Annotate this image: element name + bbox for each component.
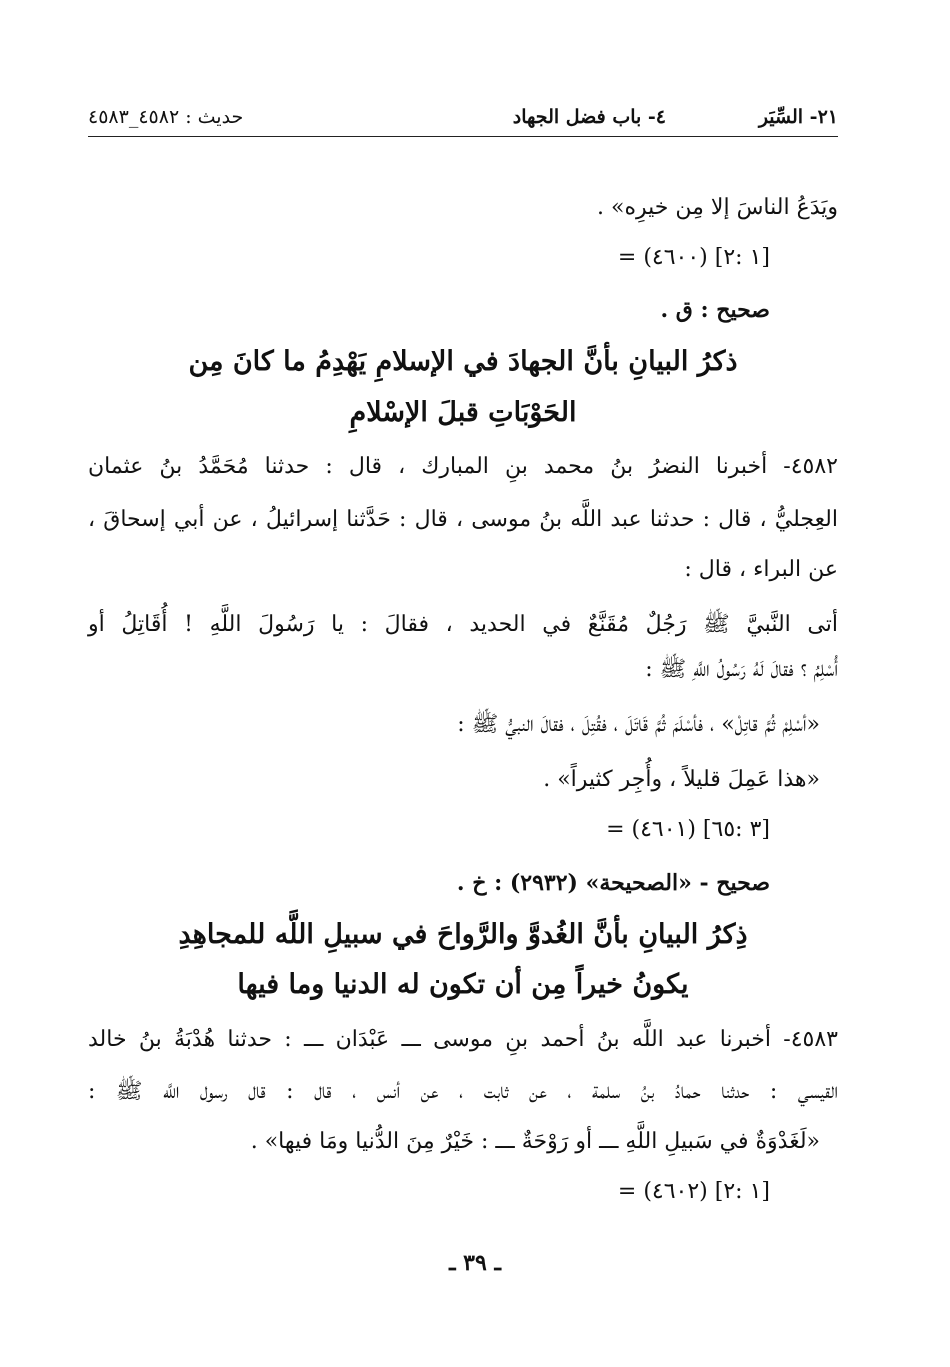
text-line: «هذا عَمِلَ قليلاً ، وأُجِر كثيراً» . [543, 767, 820, 792]
running-header [88, 104, 838, 137]
chapter-title: ٤- باب فضل الجهاد [512, 106, 666, 128]
text-line: ٤٥٨٣- أخبرنا عبد اللَّه بنُ أحمد بنِ موسى ـــ عَبْدَان ـــ : حدثنا هُدْبَةُ بنُ خالد [88, 1027, 838, 1052]
section-heading: يكونُ خيراً مِن أن تكون له الدنيا وما فيها [237, 969, 689, 1000]
reference-line: = (٤٦٠٢) [١ :٢] [617, 1179, 770, 1204]
text-line: القيسي : حدثنا حمادُ بنُ سلمة ، عن ثابت ، عن أنس ، قال : قال رسول اللَّه ﷺ : [88, 1079, 838, 1104]
grading-line: صحيح : ق . [660, 297, 770, 323]
text-line: ٤٥٨٢- أخبرنا النضرُ بنُ محمد بنِ المبارك ، قال : حدثنا مُحَمَّدُ بنُ عثمان [88, 454, 838, 479]
section-heading: ذِكرُ البيانِ بأنَّ الغُدوَّ والرَّواحَ في سبيلِ اللَّه للمجاهِدِ [178, 919, 748, 950]
text-line: أُسْلِمُ ؟ فقالَ لَهُ رَسُولُ اللَّهِ ﷺ : [645, 657, 838, 682]
section-heading: ذكرُ البيانِ بأنَّ الجهادَ في الإسلامِ يَهْدِمُ ما كانَ مِن [188, 346, 738, 377]
text-line: ويَدَعُ الناسَ إلا مِن خيرِه» . [597, 195, 838, 220]
section-heading: الحَوْبَاتِ قبلَ الإسْلامِ [349, 397, 577, 428]
grading-line: صحيح - «الصحيحة» (٢٩٣٢) : خ . [456, 870, 770, 896]
book-title: ٢١- السِّيَر [758, 106, 838, 128]
text-line: «لَغَدْوَةٌ في سَبيلِ اللَّهِ ـــ أو رَوْحَةٌ ـــ : خَيْرٌ مِنَ الدُّنيا ومَا فيها» . [250, 1129, 820, 1154]
text-line: العِجليُّ ، قال : حدثنا عبد اللَّه بنُ موسى ، قال : حَدَّثنا إسرائيلُ ، عن أبي إسحاقَ ، [88, 507, 838, 532]
page-number: ـ ٣٩ ـ [449, 1250, 501, 1276]
text-line: «أسْلِمْ ثُمَّ قاتِلْ» ، فأسْلَمَ ثُمَّ قَاتَلَ ، فقُتِلَ ، فقالَ النبيُّ ﷺ : [457, 712, 820, 737]
reference-line: = (٤٦٠١) [٣ :٦٥] [606, 817, 770, 842]
text-line: عن البراء ، قال : [684, 557, 838, 582]
text-line: أتى النَّبيَّ ﷺ رَجُلٌ مُقَنَّعٌ في الحديد ، فقالَ : يا رَسُولَ اللَّهِ ! أُقَاتِلُ أو [88, 612, 838, 637]
reference-line: = (٤٦٠٠) [١ :٢] [617, 245, 770, 270]
hadith-range: حديث : ٤٥٨٢_٤٥٨٣ [88, 106, 244, 128]
